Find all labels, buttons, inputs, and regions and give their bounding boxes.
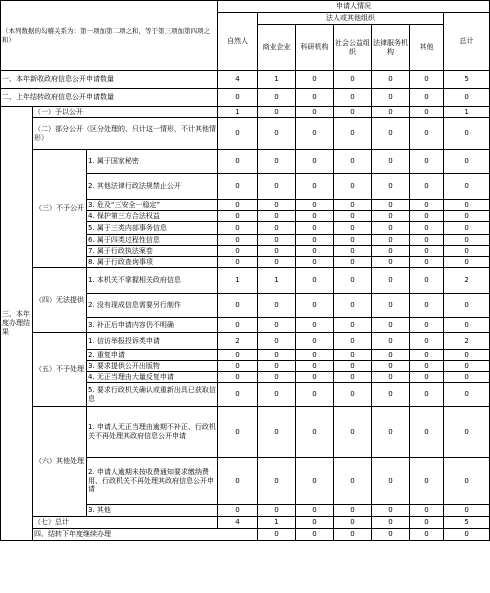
- cell-value: 0: [372, 268, 410, 294]
- cell-value: 0: [258, 200, 296, 211]
- col-natural-person: 自然人: [218, 13, 258, 71]
- cell-value: 0: [296, 383, 334, 407]
- cell-value: 0: [258, 174, 296, 200]
- cell-value: 0: [410, 505, 444, 517]
- cell-value: 0: [334, 71, 372, 89]
- cell-value: 0: [372, 529, 410, 541]
- row-label: 2. 没有现成信息需要另行制作: [87, 294, 218, 318]
- cell-value: 0: [218, 458, 258, 505]
- cell-value: 0: [218, 246, 258, 257]
- row-label: 4. 无正当理由大量反复申请: [87, 372, 218, 383]
- row-label: 3. 其他: [87, 505, 218, 517]
- cell-value: 0: [444, 118, 490, 150]
- cell-value: 0: [410, 407, 444, 458]
- group-label: （五）不予处理: [33, 333, 87, 407]
- cell-value: 0: [410, 174, 444, 200]
- cell-value: 0: [296, 257, 334, 268]
- cell-value: 0: [334, 294, 372, 318]
- row-label: 一、本年新收政府信息公开申请数量: [1, 71, 218, 89]
- cell-value: 0: [444, 257, 490, 268]
- cell-value: 0: [372, 505, 410, 517]
- cell-value: 0: [410, 294, 444, 318]
- cell-value: 0: [372, 372, 410, 383]
- cell-value: 0: [444, 372, 490, 383]
- cell-value: 0: [334, 235, 372, 246]
- cell-value: 0: [410, 222, 444, 235]
- cell-value: 0: [296, 150, 334, 174]
- cell-value: 0: [372, 333, 410, 350]
- cell-value: 0: [372, 107, 410, 118]
- cell-value: 0: [410, 200, 444, 211]
- cell-value: 0: [296, 333, 334, 350]
- cell-value: 0: [258, 333, 296, 350]
- group-label: （六）其他处理: [33, 407, 87, 517]
- cell-value: 0: [218, 372, 258, 383]
- cell-value: 0: [296, 505, 334, 517]
- cell-value: 0: [372, 257, 410, 268]
- col-total: 总计: [444, 13, 490, 71]
- cell-value: 0: [372, 118, 410, 150]
- cell-value: 0: [410, 71, 444, 89]
- cell-value: 0: [258, 246, 296, 257]
- cell-value: 0: [218, 318, 258, 333]
- cell-value: 0: [444, 318, 490, 333]
- cell-value: 0: [372, 150, 410, 174]
- cell-value: 0: [218, 361, 258, 372]
- cell-value: 0: [372, 200, 410, 211]
- cell-value: 1: [258, 517, 296, 529]
- cell-value: 0: [372, 174, 410, 200]
- cell-value: 0: [444, 383, 490, 407]
- cell-value: 0: [296, 222, 334, 235]
- cell-value: 0: [218, 89, 258, 107]
- row-label: 7. 属于行政执法案卷: [87, 246, 218, 257]
- cell-value: 0: [258, 529, 296, 541]
- cell-value: 0: [410, 235, 444, 246]
- cell-value: 0: [258, 89, 296, 107]
- cell-value: 0: [334, 505, 372, 517]
- cell-value: 0: [218, 350, 258, 361]
- cell-value: 1: [218, 268, 258, 294]
- cell-value: 0: [296, 517, 334, 529]
- cell-value: 0: [372, 407, 410, 458]
- cell-value: 0: [444, 211, 490, 222]
- cell-value: 1: [218, 107, 258, 118]
- cell-value: 0: [372, 235, 410, 246]
- row-label: 5. 要求行政机关确认或重新出具已获取信息: [87, 383, 218, 407]
- cell-value: 0: [410, 318, 444, 333]
- cell-value: 0: [258, 235, 296, 246]
- cell-value: 0: [334, 246, 372, 257]
- cell-value: 0: [296, 246, 334, 257]
- table-row: [1, 333, 490, 350]
- table-row: [1, 118, 490, 150]
- cell-value: 0: [444, 361, 490, 372]
- cell-value: 0: [372, 222, 410, 235]
- cell-value: 0: [334, 257, 372, 268]
- cell-value: 0: [258, 505, 296, 517]
- cell-value: 0: [410, 246, 444, 257]
- cell-value: 0: [410, 268, 444, 294]
- cell-value: 0: [258, 318, 296, 333]
- cell-value: 5: [444, 517, 490, 529]
- cell-value: 0: [410, 372, 444, 383]
- cell-value: 0: [410, 350, 444, 361]
- cell-value: 0: [410, 118, 444, 150]
- cell-value: 0: [444, 89, 490, 107]
- col-public-welfare: 社会公益组织: [334, 25, 372, 71]
- cell-value: 0: [444, 174, 490, 200]
- cell-value: 0: [372, 383, 410, 407]
- cell-value: 0: [372, 361, 410, 372]
- cell-value: 0: [258, 107, 296, 118]
- cell-value: 0: [334, 150, 372, 174]
- cell-value: 0: [334, 118, 372, 150]
- cell-value: 0: [258, 294, 296, 318]
- group-label: （三）不予公开: [33, 150, 87, 268]
- cell-value: 0: [444, 294, 490, 318]
- cell-value: 0: [372, 517, 410, 529]
- cell-value: 0: [334, 350, 372, 361]
- row-label: 2. 重复申请: [87, 350, 218, 361]
- cell-value: 0: [218, 257, 258, 268]
- cell-value: 0: [296, 458, 334, 505]
- cell-value: 2: [444, 333, 490, 350]
- cell-value: 0: [296, 372, 334, 383]
- table-row: [1, 89, 490, 107]
- cell-value: 0: [444, 222, 490, 235]
- cell-value: 0: [258, 222, 296, 235]
- header-note: （本列数据的勾稽关系为：第一项加第二项之和，等于第三项加第四项之和）: [1, 1, 218, 71]
- cell-value: 4: [218, 517, 258, 529]
- cell-value: 0: [444, 200, 490, 211]
- section-3-label: 三、本年度办理结果: [1, 107, 33, 541]
- row-label: 8. 属于行政查询事项: [87, 257, 218, 268]
- cell-value: 0: [258, 257, 296, 268]
- cell-value: 0: [218, 211, 258, 222]
- cell-value: 0: [444, 150, 490, 174]
- cell-value: 0: [372, 89, 410, 107]
- cell-value: 0: [296, 89, 334, 107]
- row-label: （一）予以公开: [33, 107, 218, 118]
- row-label: 1. 本机关不掌握相关政府信息: [87, 268, 218, 294]
- cell-value: 0: [296, 200, 334, 211]
- cell-value: 0: [296, 107, 334, 118]
- table-row: [1, 71, 490, 89]
- cell-value: 0: [334, 361, 372, 372]
- cell-value: 0: [410, 529, 444, 541]
- row-label: 3. 补正后申请内容仍不明确: [87, 318, 218, 333]
- cell-value: 0: [334, 211, 372, 222]
- row-label: 1. 属于国家秘密: [87, 150, 218, 174]
- cell-value: 0: [410, 211, 444, 222]
- cell-value: 0: [218, 174, 258, 200]
- cell-value: 0: [372, 71, 410, 89]
- col-legal-service: 法律服务机构: [372, 25, 410, 71]
- col-commercial: 商业企业: [258, 25, 296, 71]
- cell-value: 0: [258, 118, 296, 150]
- cell-value: 0: [334, 333, 372, 350]
- table-row: [1, 150, 490, 174]
- cell-value: 0: [296, 318, 334, 333]
- table-row: [1, 517, 490, 529]
- cell-value: 0: [410, 458, 444, 505]
- cell-value: 0: [258, 407, 296, 458]
- cell-value: 0: [218, 118, 258, 150]
- row-label: 2. 申请人逾期未按收费通知要求缴纳费用、行政机关不再处理其政府信息公开申请: [87, 458, 218, 505]
- cell-value: 0: [296, 361, 334, 372]
- cell-value: 0: [410, 150, 444, 174]
- cell-value: 0: [372, 246, 410, 257]
- cell-value: 0: [258, 372, 296, 383]
- cell-value: 0: [218, 383, 258, 407]
- cell-value: 0: [372, 458, 410, 505]
- row-label: 5. 属于三类内部事务信息: [87, 222, 218, 235]
- cell-value: 0: [258, 350, 296, 361]
- cell-value: 0: [218, 222, 258, 235]
- cell-value: 0: [258, 211, 296, 222]
- cell-value: 0: [444, 235, 490, 246]
- table-row: [1, 529, 490, 541]
- cell-value: 0: [258, 383, 296, 407]
- cell-value: 0: [334, 372, 372, 383]
- cell-value: 0: [444, 407, 490, 458]
- cell-value: 0: [444, 458, 490, 505]
- cell-value: 0: [372, 211, 410, 222]
- cell-value: 0: [334, 383, 372, 407]
- cell-value: 1: [444, 107, 490, 118]
- cell-value: 1: [258, 71, 296, 89]
- cell-value: 0: [334, 458, 372, 505]
- cell-value: 0: [296, 268, 334, 294]
- cell-value: 0: [334, 268, 372, 294]
- cell-value: 0: [334, 222, 372, 235]
- table-row: [1, 268, 490, 294]
- cell-value: 0: [444, 529, 490, 541]
- cell-value: 0: [410, 517, 444, 529]
- cell-value: 0: [296, 71, 334, 89]
- cell-value: 4: [218, 71, 258, 89]
- cell-value: 0: [296, 235, 334, 246]
- cell-value: 0: [410, 361, 444, 372]
- cell-value: 0: [296, 294, 334, 318]
- group-label: （四）无法提供: [33, 268, 87, 333]
- table-row: [1, 107, 490, 118]
- row-label: 3. 要求提供公开出版物: [87, 361, 218, 372]
- row-label: 4. 保护第三方合法权益: [87, 211, 218, 222]
- cell-value: 0: [372, 294, 410, 318]
- cell-value: 0: [410, 257, 444, 268]
- cell-value: 0: [334, 174, 372, 200]
- cell-value: 0: [218, 235, 258, 246]
- row-label: （七）总计: [33, 517, 218, 529]
- cell-value: 0: [218, 150, 258, 174]
- cell-value: 0: [334, 318, 372, 333]
- cell-value: 0: [334, 407, 372, 458]
- cell-value: 0: [334, 107, 372, 118]
- table-row: [1, 407, 490, 458]
- cell-value: 1: [258, 268, 296, 294]
- cell-value: 0: [218, 294, 258, 318]
- cell-value: 0: [334, 529, 372, 541]
- cell-value: 0: [444, 350, 490, 361]
- cell-value: 0: [410, 107, 444, 118]
- cell-value: 0: [296, 211, 334, 222]
- cell-value: 0: [218, 407, 258, 458]
- col-other: 其他: [410, 25, 444, 71]
- row-label: 二、上年结转政府信息公开申请数量: [1, 89, 218, 107]
- cell-value: 0: [334, 89, 372, 107]
- cell-value: 0: [334, 200, 372, 211]
- header-org-group: 法人或其他组织: [258, 13, 444, 25]
- cell-value: 0: [218, 505, 258, 517]
- cell-value: 0: [372, 350, 410, 361]
- row-label: 1. 信访举报投诉类申请: [87, 333, 218, 350]
- cell-value: 2: [444, 268, 490, 294]
- cell-value: 0: [218, 200, 258, 211]
- col-research: 科研机构: [296, 25, 334, 71]
- cell-value: 5: [444, 71, 490, 89]
- row-label: 四、结转下年度继续办理: [33, 529, 258, 541]
- row-label: （二）部分公开（区分处理的，只计这一情形，不计其他情形）: [33, 118, 218, 150]
- cell-value: 0: [296, 118, 334, 150]
- cell-value: 0: [258, 150, 296, 174]
- cell-value: 0: [296, 350, 334, 361]
- cell-value: 0: [258, 458, 296, 505]
- cell-value: 0: [296, 174, 334, 200]
- cell-value: 0: [444, 505, 490, 517]
- row-label: 2. 其他法律行政法规禁止公开: [87, 174, 218, 200]
- cell-value: 0: [372, 318, 410, 333]
- cell-value: 0: [296, 407, 334, 458]
- header-applicant-situation: 申请人情况: [218, 1, 490, 13]
- cell-value: 0: [444, 246, 490, 257]
- row-label: 6. 属于四类过程性信息: [87, 235, 218, 246]
- cell-value: 0: [410, 333, 444, 350]
- cell-value: 0: [410, 383, 444, 407]
- row-label: 1. 申请人无正当理由逾期不补正、行政机关不再处理其政府信息公开申请: [87, 407, 218, 458]
- cell-value: 2: [218, 333, 258, 350]
- cell-value: 0: [410, 89, 444, 107]
- cell-value: 0: [334, 517, 372, 529]
- cell-value: 0: [258, 361, 296, 372]
- row-label: 3. 危及“三安全一稳定”: [87, 200, 218, 211]
- cell-value: 0: [296, 529, 334, 541]
